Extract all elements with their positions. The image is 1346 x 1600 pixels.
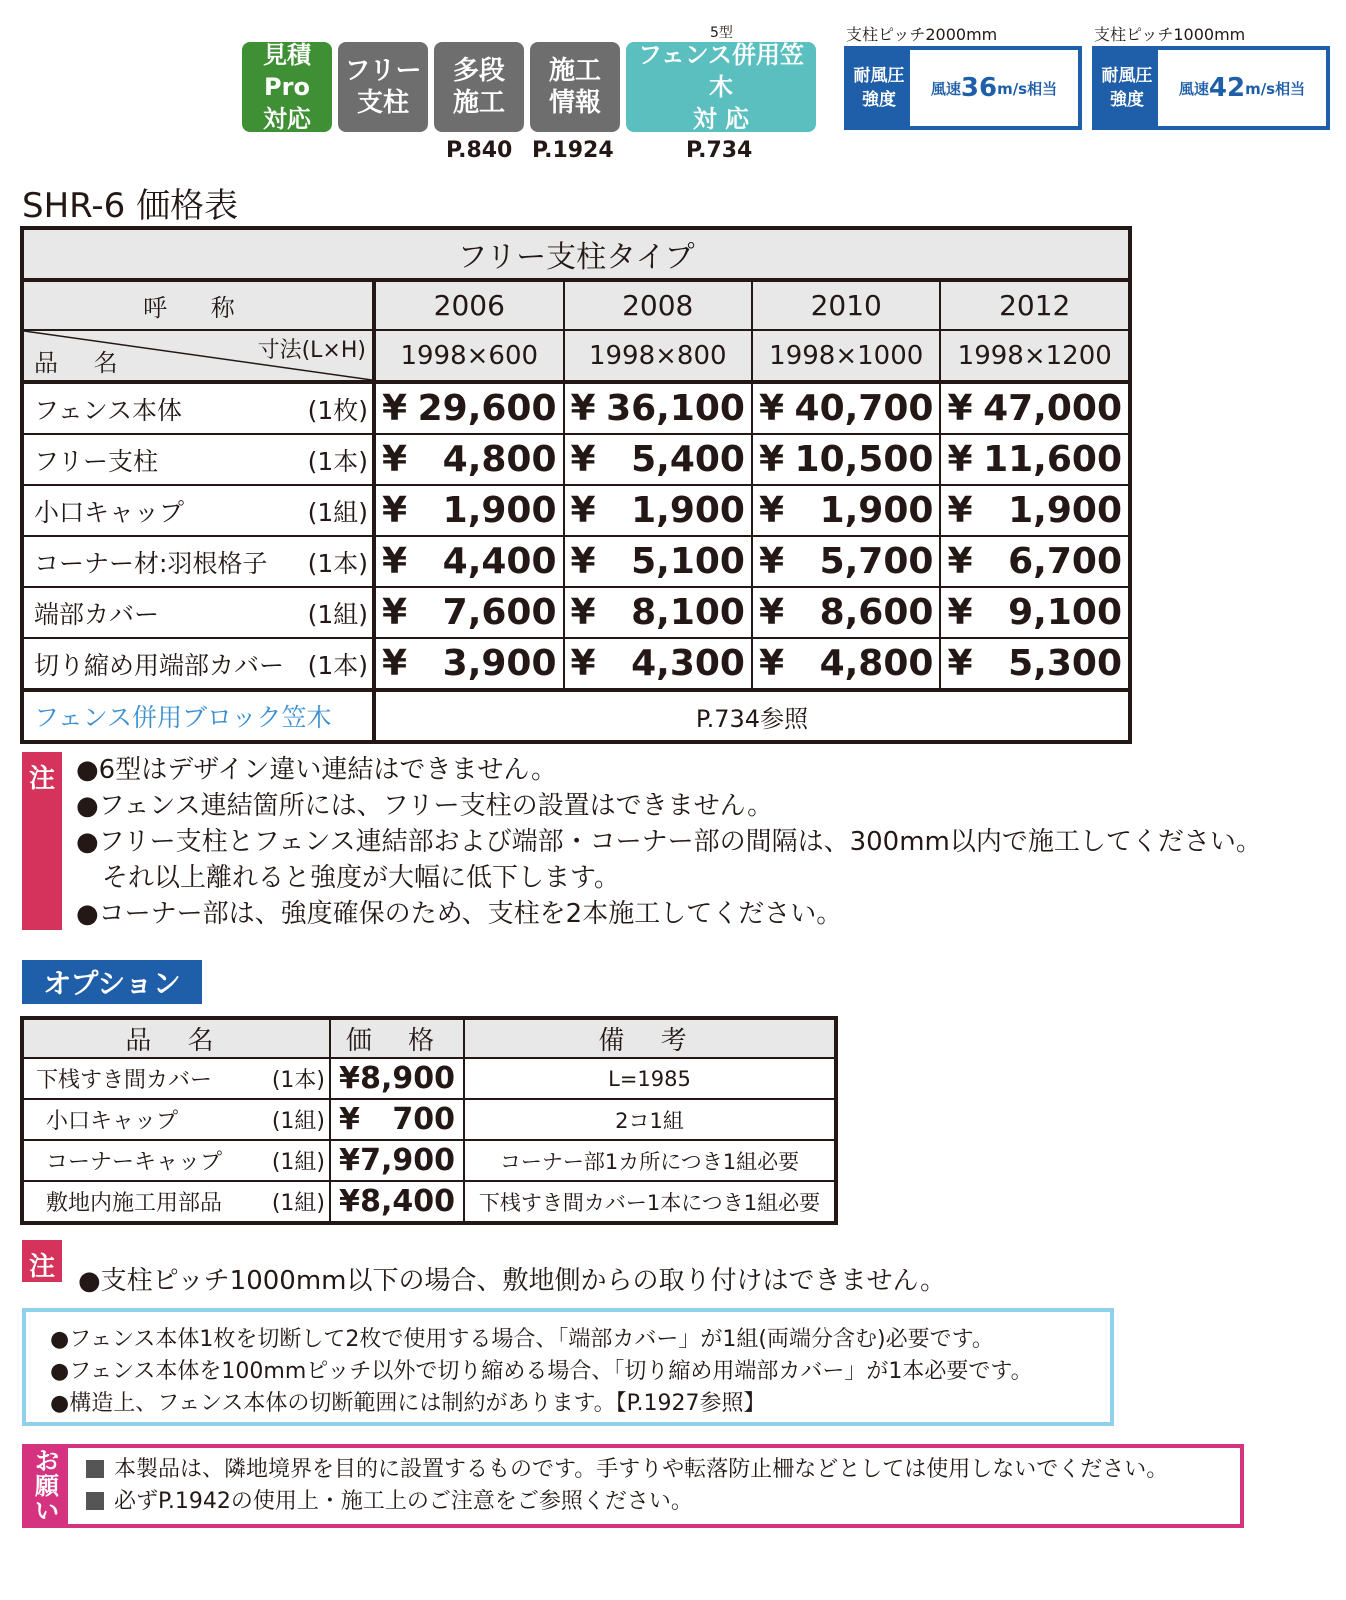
option-section-title: オプション <box>22 960 202 1004</box>
note-item: それ以上離れると強度が大幅に低下します。 <box>76 863 620 893</box>
price-cell: ¥ 11,600 <box>940 434 1130 485</box>
option-note: 2コ1組 <box>464 1099 836 1140</box>
table-row <box>22 1058 836 1099</box>
wind-strength-1000: 耐風圧 強度 風速 42 m/s相当 <box>1092 46 1330 130</box>
square-bullet-icon <box>86 1492 104 1510</box>
price-cell: ¥ 1,900 <box>940 485 1130 536</box>
option-price: ¥ 8,900 <box>330 1058 464 1099</box>
option-table <box>20 1016 838 1225</box>
item-header: 品 名 <box>34 349 132 377</box>
note-mark: 注 <box>22 752 62 930</box>
page-title: SHR-6 価格表 <box>22 186 239 226</box>
model-header: 2010 <box>752 280 940 330</box>
item-name: 小口キャップ <box>34 497 185 527</box>
model-header: 2006 <box>374 280 564 330</box>
badge-mitsumori-pro: 見積Pro 対応 <box>242 42 332 132</box>
table-row <box>22 1181 836 1223</box>
price-cell: ¥ 7,600 <box>374 587 564 638</box>
option-header-price: 価 格 <box>330 1018 464 1058</box>
table-row <box>22 638 1130 690</box>
table-row <box>22 485 1130 536</box>
reference-value: P.734参照 <box>374 690 1130 742</box>
model-header: 2008 <box>564 280 752 330</box>
option-unit: (1本) <box>271 1068 325 1093</box>
option-name: 敷地内施工用部品 <box>46 1191 223 1216</box>
table-row <box>22 1099 836 1140</box>
price-cell: ¥ 4,300 <box>564 638 752 690</box>
badge-type-tag: 5型 <box>710 25 733 41</box>
option-name: コーナーキャップ <box>46 1150 223 1175</box>
dim-cell: 1998×800 <box>564 330 752 382</box>
square-bullet-icon <box>86 1460 104 1478</box>
item-name: 端部カバー <box>34 599 160 629</box>
item-name: フェンス本体 <box>34 395 183 425</box>
reference-item-link[interactable]: フェンス併用ブロック笠木 <box>22 690 374 742</box>
option-price: ¥ 700 <box>330 1099 464 1140</box>
name-header: 呼 称 <box>22 280 374 330</box>
badge-ref-multi-stage[interactable]: P.840 <box>446 138 513 163</box>
price-cell: ¥ 3,900 <box>374 638 564 690</box>
option-name: 小口キャップ <box>46 1109 179 1134</box>
option-unit: (1組) <box>271 1150 325 1175</box>
diagonal-header-cell <box>22 330 374 382</box>
option-name: 下桟すき間カバー <box>36 1068 213 1093</box>
price-cell: ¥ 8,100 <box>564 587 752 638</box>
price-cell: ¥ 5,700 <box>752 536 940 587</box>
price-cell: ¥ 5,300 <box>940 638 1130 690</box>
price-cell: ¥ 36,100 <box>564 382 752 434</box>
price-cell: ¥ 1,900 <box>752 485 940 536</box>
request-box <box>22 1444 1244 1528</box>
badge-free-post: フリー 支柱 <box>338 42 428 132</box>
item-name: コーナー材:羽根格子 <box>34 548 268 578</box>
option-note: L=1985 <box>464 1058 836 1099</box>
price-cell: ¥ 4,400 <box>374 536 564 587</box>
price-cell: ¥ 5,100 <box>564 536 752 587</box>
price-cell: ¥ 29,600 <box>374 382 564 434</box>
option-unit: (1組) <box>271 1191 325 1216</box>
price-cell: ¥ 6,700 <box>940 536 1130 587</box>
table-row-reference <box>22 690 1130 742</box>
badge-ref-fence-kasagi[interactable]: P.734 <box>686 138 753 163</box>
table-row <box>22 434 1130 485</box>
table-row <box>22 536 1130 587</box>
wind-caption-1000: 支柱ピッチ1000mm <box>1094 25 1246 44</box>
badge-multi-stage: 多段 施工 <box>434 42 524 132</box>
price-cell: ¥ 4,800 <box>374 434 564 485</box>
price-cell: ¥ 10,500 <box>752 434 940 485</box>
price-cell: ¥ 4,800 <box>752 638 940 690</box>
option-unit: (1組) <box>271 1109 325 1134</box>
badge-construction-info: 施工 情報 <box>530 42 620 132</box>
dim-header: 寸法(L×H) <box>257 338 366 363</box>
option-price: ¥ 8,400 <box>330 1181 464 1223</box>
price-cell: ¥ 47,000 <box>940 382 1130 434</box>
price-cell: ¥ 1,900 <box>374 485 564 536</box>
note-mark-option: 注 <box>22 1240 62 1282</box>
option-note: 下桟すき間カバー1本につき1組必要 <box>464 1181 836 1223</box>
item-unit: (1本) <box>307 446 368 476</box>
note-item: ●フェンス連結箇所には、フリー支柱の設置はできません。 <box>76 791 774 821</box>
type-header: フリー支柱タイプ <box>22 228 1130 280</box>
price-cell: ¥ 8,600 <box>752 587 940 638</box>
request-item: 本製品は、隣地境界を目的に設置するものです。手すりや転落防止柵などとしては使用しないでください。 <box>114 1457 1169 1482</box>
option-header-note: 備 考 <box>464 1018 836 1058</box>
note-list <box>76 752 1262 932</box>
price-cell: ¥ 40,700 <box>752 382 940 434</box>
table-row <box>22 1140 836 1181</box>
note-item: ●6型はデザイン違い連結はできません。 <box>76 755 557 785</box>
table-row <box>22 382 1130 434</box>
item-unit: (1組) <box>307 497 368 527</box>
table-row <box>22 587 1130 638</box>
item-unit: (1本) <box>307 650 368 680</box>
dim-cell: 1998×600 <box>374 330 564 382</box>
option-note-text: ●支柱ピッチ1000mm以下の場合、敷地側からの取り付けはできません。 <box>78 1266 947 1296</box>
dim-cell: 1998×1200 <box>940 330 1130 382</box>
cutting-info-box <box>22 1308 1114 1426</box>
request-mark: お願い <box>26 1448 68 1524</box>
dim-cell: 1998×1000 <box>752 330 940 382</box>
note-item: ●フリー支柱とフェンス連結部および端部・コーナー部の間隔は、300mm以内で施工してください。 <box>76 827 1262 857</box>
info-item: ●フェンス本体を100mmピッチ以外で切り縮める場合、「切り縮め用端部カバー」が1本必要です。 <box>50 1359 1033 1384</box>
item-unit: (1組) <box>307 599 368 629</box>
item-name: フリー支柱 <box>34 446 159 476</box>
info-item: ●フェンス本体1枚を切断して2枚で使用する場合、「端部カバー」が1組(両端分含む)必要です。 <box>50 1327 994 1352</box>
price-cell: ¥ 1,900 <box>564 485 752 536</box>
wind-strength-2000: 耐風圧 強度 風速 36 m/s相当 <box>844 46 1082 130</box>
option-header-name: 品 名 <box>22 1018 330 1058</box>
info-item: ●構造上、フェンス本体の切断範囲には制約があります。【P.1927参照】 <box>50 1391 766 1416</box>
badge-ref-construction-info[interactable]: P.1924 <box>532 138 614 163</box>
option-note: コーナー部1カ所につき1組必要 <box>464 1140 836 1181</box>
request-item: 必ずP.1942の使用上・施工上のご注意をご参照ください。 <box>114 1489 693 1514</box>
option-price: ¥ 7,900 <box>330 1140 464 1181</box>
model-header: 2012 <box>940 280 1130 330</box>
item-unit: (1本) <box>307 548 368 578</box>
price-table <box>20 226 1132 744</box>
price-cell: ¥ 5,400 <box>564 434 752 485</box>
badge-fence-kasagi: フェンス併用笠木 対 応 <box>626 42 816 132</box>
item-name: 切り縮め用端部カバー <box>34 650 285 680</box>
item-unit: (1枚) <box>307 395 368 425</box>
wind-caption-2000: 支柱ピッチ2000mm <box>846 25 998 44</box>
price-cell: ¥ 9,100 <box>940 587 1130 638</box>
note-item: ●コーナー部は、強度確保のため、支柱を2本施工してください。 <box>76 899 843 929</box>
